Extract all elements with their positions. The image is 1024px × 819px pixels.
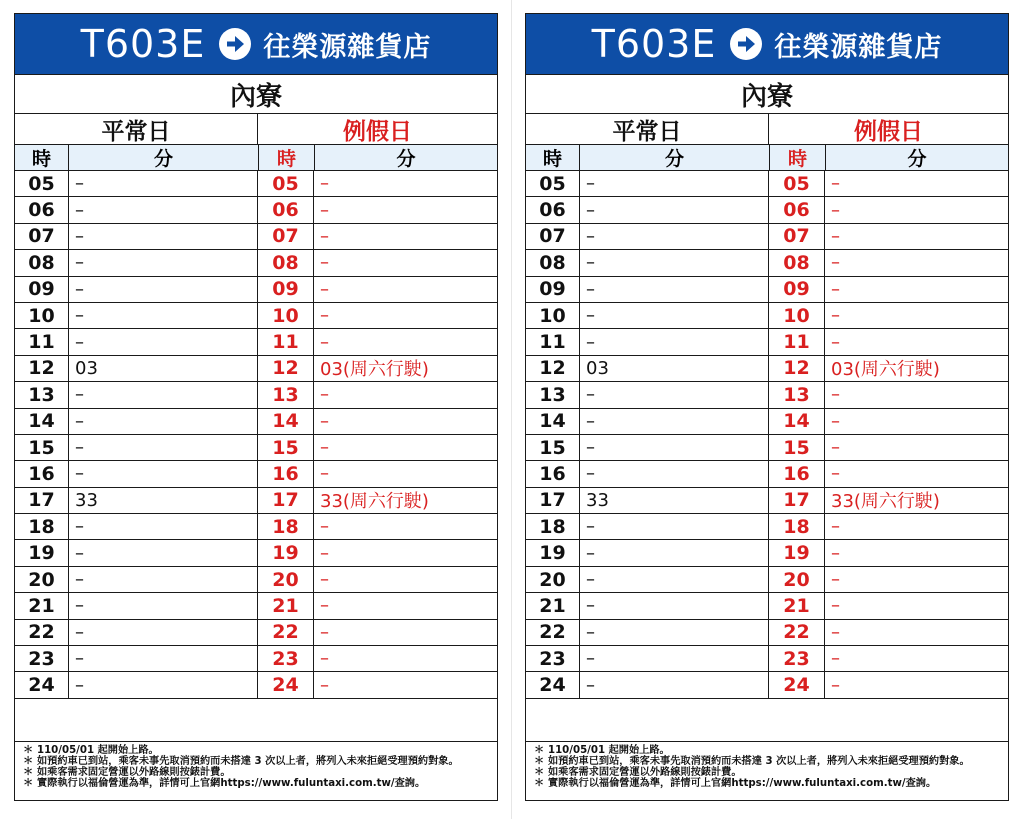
holiday-hour: 23 — [258, 646, 314, 671]
weekday-hour: 13 — [15, 382, 69, 407]
timetable-row — [526, 540, 1008, 566]
weekday-hour: 13 — [526, 382, 580, 407]
weekday-minutes: – — [580, 277, 769, 302]
holiday-minutes: – — [831, 437, 840, 459]
weekday-hour: 24 — [15, 672, 69, 697]
timetable-rows — [15, 171, 497, 699]
weekday-hour: 16 — [15, 461, 69, 486]
page-divider — [511, 0, 512, 819]
timetable-row — [15, 250, 497, 276]
notes — [526, 742, 1008, 790]
timetable-row — [15, 672, 497, 698]
timetable-row — [526, 277, 1008, 303]
holiday-minutes: – — [320, 410, 329, 432]
note-item — [534, 756, 1000, 767]
timetable-row — [526, 303, 1008, 329]
holiday-minutes: – — [831, 542, 840, 564]
weekday-hour: 12 — [526, 356, 580, 381]
weekday-hour: 12 — [15, 356, 69, 381]
timetable-row — [526, 356, 1008, 382]
weekday-minutes: – — [69, 277, 258, 302]
weekday-minutes: – — [69, 593, 258, 618]
holiday-minutes: 33(周六行駛) — [831, 491, 940, 513]
timetable-row — [15, 435, 497, 461]
weekday-hour: 06 — [526, 197, 580, 222]
holiday-hour: 08 — [258, 250, 314, 275]
weekday-minutes: – — [69, 224, 258, 249]
holiday-hour: 15 — [258, 435, 314, 460]
holiday-minutes: – — [831, 569, 840, 591]
weekday-minutes: – — [580, 224, 769, 249]
weekday-hour: 10 — [526, 303, 580, 328]
weekday-hour: 18 — [15, 514, 69, 539]
timetable-row — [15, 277, 497, 303]
holiday-hour: 22 — [769, 620, 825, 645]
weekday-hour: 22 — [15, 620, 69, 645]
note-text: 如乘客需求固定營運以外路線則按錶計費。 — [548, 767, 742, 779]
holiday-minutes: 33(周六行駛) — [320, 491, 429, 513]
weekday-hour: 16 — [526, 461, 580, 486]
weekday-minutes: – — [69, 197, 258, 222]
holiday-minutes: – — [320, 595, 329, 617]
note-marker: ＊ — [23, 744, 34, 756]
route-number: T603E — [80, 22, 206, 66]
holiday-hour: 11 — [258, 329, 314, 354]
timetable-row — [526, 409, 1008, 435]
timetable-row — [526, 171, 1008, 197]
weekday-minutes: – — [580, 435, 769, 460]
timetable-row — [15, 620, 497, 646]
holiday-minutes: – — [320, 621, 329, 643]
holiday-hour: 17 — [769, 488, 825, 513]
note-marker: ＊ — [534, 756, 545, 768]
weekday-hour: 22 — [526, 620, 580, 645]
note-text: 如乘客需求固定營運以外路線則按錶計費。 — [37, 767, 231, 779]
arrow-right-circle-icon — [219, 28, 251, 60]
note-text: 110/05/01 起開始上路。 — [37, 744, 159, 756]
holiday-hour-header: 時 — [770, 145, 826, 170]
holiday-label: 例假日 — [343, 118, 412, 145]
column-header — [15, 145, 497, 171]
weekday-hour: 07 — [15, 224, 69, 249]
timetable-row — [526, 197, 1008, 223]
note-item — [534, 767, 1000, 778]
weekday-minutes: 33 — [580, 488, 769, 513]
weekday-minutes: – — [69, 514, 258, 539]
weekday-minute-header: 分 — [580, 145, 770, 170]
timetable-row — [15, 540, 497, 566]
holiday-hour: 19 — [258, 540, 314, 565]
weekday-hour: 09 — [15, 277, 69, 302]
holiday-hour: 15 — [769, 435, 825, 460]
weekday-minutes: – — [69, 250, 258, 275]
weekday-minutes: – — [580, 567, 769, 592]
holiday-hour: 10 — [769, 303, 825, 328]
timetable-row — [526, 224, 1008, 250]
holiday-minutes: – — [831, 595, 840, 617]
holiday-hour: 07 — [769, 224, 825, 249]
holiday-hour-header: 時 — [259, 145, 315, 170]
day-type-header — [526, 114, 1008, 145]
note-text: 110/05/01 起開始上路。 — [548, 744, 670, 756]
holiday-hour: 05 — [258, 171, 314, 196]
holiday-minute-header: 分 — [396, 148, 416, 170]
holiday-minutes: – — [831, 278, 840, 300]
timetable-row — [15, 567, 497, 593]
timetable-row — [15, 303, 497, 329]
note-item — [23, 745, 489, 756]
timetable-row — [526, 672, 1008, 698]
holiday-minutes: – — [831, 225, 840, 247]
holiday-minutes: – — [831, 648, 840, 670]
weekday-minutes: – — [580, 409, 769, 434]
holiday-minutes: – — [831, 252, 840, 274]
weekday-minute-header: 分 — [69, 145, 259, 170]
timetable-card-right — [525, 13, 1009, 801]
holiday-minutes: – — [831, 516, 840, 538]
timetable-row — [526, 329, 1008, 355]
route-header — [526, 14, 1008, 75]
weekday-hour: 17 — [15, 488, 69, 513]
weekday-hour: 09 — [526, 277, 580, 302]
note-marker: ＊ — [534, 744, 545, 756]
holiday-hour: 24 — [769, 672, 825, 697]
timetable-row — [526, 620, 1008, 646]
holiday-minutes: – — [320, 252, 329, 274]
holiday-minutes: – — [831, 410, 840, 432]
weekday-hour: 11 — [15, 329, 69, 354]
holiday-minutes: – — [320, 674, 329, 696]
weekday-hour: 20 — [15, 567, 69, 592]
holiday-hour: 13 — [769, 382, 825, 407]
holiday-hour: 18 — [769, 514, 825, 539]
weekday-minutes: – — [580, 250, 769, 275]
weekday-hour: 23 — [15, 646, 69, 671]
note-item — [534, 745, 1000, 756]
note-text: 如預約車已到站，乘客未事先取消預約而未搭達 3 次以上者，將列入未來拒絕受理預約對象。 — [37, 756, 459, 768]
weekday-hour: 07 — [526, 224, 580, 249]
weekday-hour: 05 — [15, 171, 69, 196]
weekday-hour: 08 — [526, 250, 580, 275]
holiday-minutes: – — [831, 384, 840, 406]
holiday-hour: 12 — [769, 356, 825, 381]
weekday-hour: 23 — [526, 646, 580, 671]
holiday-hour: 20 — [769, 567, 825, 592]
holiday-label: 例假日 — [854, 118, 923, 145]
holiday-hour: 21 — [769, 593, 825, 618]
weekday-label: 平常日 — [526, 114, 769, 144]
note-marker: ＊ — [23, 756, 34, 768]
holiday-hour: 06 — [258, 197, 314, 222]
weekday-minutes: – — [69, 409, 258, 434]
route-header — [15, 14, 497, 75]
arrow-right-circle-icon — [730, 28, 762, 60]
holiday-hour: 14 — [258, 409, 314, 434]
holiday-minutes: – — [320, 463, 329, 485]
timetable-row — [15, 461, 497, 487]
holiday-hour: 14 — [769, 409, 825, 434]
holiday-hour: 12 — [258, 356, 314, 381]
weekday-hour: 14 — [526, 409, 580, 434]
weekday-label: 平常日 — [15, 114, 258, 144]
weekday-hour: 15 — [526, 435, 580, 460]
weekday-minutes: – — [580, 646, 769, 671]
timetable-row — [15, 593, 497, 619]
timetable-card-left — [14, 13, 498, 801]
timetable-row — [526, 382, 1008, 408]
weekday-minutes: – — [580, 171, 769, 196]
holiday-minutes: – — [320, 384, 329, 406]
holiday-hour: 06 — [769, 197, 825, 222]
note-item — [23, 756, 489, 767]
weekday-minutes: – — [580, 329, 769, 354]
holiday-minutes: – — [320, 542, 329, 564]
weekday-minutes: – — [69, 646, 258, 671]
column-header — [526, 145, 1008, 171]
weekday-minutes: – — [580, 620, 769, 645]
weekday-hour: 15 — [15, 435, 69, 460]
weekday-minutes: – — [69, 461, 258, 486]
weekday-minutes: – — [69, 540, 258, 565]
holiday-hour: 07 — [258, 224, 314, 249]
weekday-hour: 21 — [15, 593, 69, 618]
timetable-rows — [526, 171, 1008, 699]
weekday-hour: 21 — [526, 593, 580, 618]
timetable-row — [15, 382, 497, 408]
holiday-hour: 05 — [769, 171, 825, 196]
weekday-minutes: – — [69, 303, 258, 328]
holiday-minutes: – — [320, 225, 329, 247]
weekday-hour: 11 — [526, 329, 580, 354]
holiday-minutes: – — [320, 516, 329, 538]
holiday-minutes: – — [320, 569, 329, 591]
note-item — [23, 778, 489, 789]
blank-row — [526, 699, 1008, 742]
stop-name: 內寮 — [526, 75, 1008, 114]
timetable-row — [15, 409, 497, 435]
timetable-row — [526, 593, 1008, 619]
holiday-minutes: 03(周六行駛) — [831, 359, 940, 381]
holiday-minutes: – — [831, 331, 840, 353]
timetable-row — [526, 567, 1008, 593]
weekday-hour-header: 時 — [15, 145, 69, 170]
weekday-minutes: – — [580, 382, 769, 407]
weekday-minutes: – — [580, 593, 769, 618]
holiday-minutes: – — [320, 648, 329, 670]
holiday-minutes: – — [831, 463, 840, 485]
stop-name: 內寮 — [15, 75, 497, 114]
holiday-hour: 17 — [258, 488, 314, 513]
holiday-minutes: – — [831, 621, 840, 643]
weekday-minutes: – — [580, 197, 769, 222]
weekday-minutes: – — [69, 329, 258, 354]
weekday-hour: 08 — [15, 250, 69, 275]
weekday-minutes: – — [69, 435, 258, 460]
timetable-row — [526, 435, 1008, 461]
timetable-row — [15, 646, 497, 672]
note-text: 實際執行以福倫營運為準，詳情可上官網https://www.fuluntaxi.com.tw/查詢。 — [548, 778, 937, 790]
timetable-row — [526, 250, 1008, 276]
holiday-minutes: – — [320, 305, 329, 327]
timetable-row — [15, 488, 497, 514]
route-destination: 往榮源雜貨店 — [263, 31, 432, 63]
weekday-hour: 20 — [526, 567, 580, 592]
weekday-hour: 24 — [526, 672, 580, 697]
timetable-row — [15, 356, 497, 382]
holiday-hour: 24 — [258, 672, 314, 697]
blank-row — [15, 699, 497, 742]
holiday-minutes: – — [831, 674, 840, 696]
weekday-hour: 05 — [526, 171, 580, 196]
weekday-minutes: – — [580, 514, 769, 539]
weekday-minutes: – — [69, 382, 258, 407]
weekday-minutes: – — [580, 303, 769, 328]
weekday-hour: 06 — [15, 197, 69, 222]
weekday-minutes: – — [69, 620, 258, 645]
holiday-hour: 19 — [769, 540, 825, 565]
timetable-row — [15, 514, 497, 540]
weekday-hour: 19 — [526, 540, 580, 565]
holiday-minutes: – — [320, 437, 329, 459]
holiday-hour: 10 — [258, 303, 314, 328]
timetable-row — [526, 514, 1008, 540]
holiday-hour: 23 — [769, 646, 825, 671]
holiday-minutes: – — [831, 199, 840, 221]
holiday-hour: 22 — [258, 620, 314, 645]
weekday-minutes: – — [580, 461, 769, 486]
weekday-minutes: – — [580, 672, 769, 697]
timetable-row — [526, 646, 1008, 672]
note-marker: ＊ — [23, 767, 34, 779]
weekday-hour: 10 — [15, 303, 69, 328]
note-item — [23, 767, 489, 778]
weekday-hour: 19 — [15, 540, 69, 565]
route-destination: 往榮源雜貨店 — [774, 31, 943, 63]
holiday-minutes: – — [320, 278, 329, 300]
holiday-hour: 13 — [258, 382, 314, 407]
timetable-row — [526, 488, 1008, 514]
note-text: 如預約車已到站，乘客未事先取消預約而未搭達 3 次以上者，將列入未來拒絕受理預約對象。 — [548, 756, 970, 768]
weekday-hour: 17 — [526, 488, 580, 513]
weekday-minutes: – — [69, 672, 258, 697]
weekday-hour: 14 — [15, 409, 69, 434]
day-type-header — [15, 114, 497, 145]
weekday-minutes: – — [69, 171, 258, 196]
weekday-hour-header: 時 — [526, 145, 580, 170]
holiday-minutes: – — [831, 173, 840, 195]
route-number: T603E — [591, 22, 717, 66]
note-item — [534, 778, 1000, 789]
weekday-hour: 18 — [526, 514, 580, 539]
holiday-hour: 16 — [769, 461, 825, 486]
holiday-minutes: – — [320, 173, 329, 195]
holiday-minute-header: 分 — [907, 148, 927, 170]
holiday-hour: 16 — [258, 461, 314, 486]
weekday-minutes: – — [69, 567, 258, 592]
timetable-row — [526, 461, 1008, 487]
notes — [15, 742, 497, 790]
holiday-minutes: – — [831, 305, 840, 327]
timetable-row — [15, 224, 497, 250]
weekday-minutes: 03 — [69, 356, 258, 381]
note-marker: ＊ — [23, 778, 34, 790]
timetable-row — [15, 329, 497, 355]
holiday-minutes: – — [320, 331, 329, 353]
weekday-minutes: 33 — [69, 488, 258, 513]
note-text: 實際執行以福倫營運為準，詳情可上官網https://www.fuluntaxi.com.tw/查詢。 — [37, 778, 426, 790]
holiday-hour: 09 — [769, 277, 825, 302]
timetable-row — [15, 171, 497, 197]
note-marker: ＊ — [534, 778, 545, 790]
weekday-minutes: 03 — [580, 356, 769, 381]
holiday-hour: 08 — [769, 250, 825, 275]
holiday-hour: 09 — [258, 277, 314, 302]
holiday-minutes: 03(周六行駛) — [320, 359, 429, 381]
holiday-minutes: – — [320, 199, 329, 221]
holiday-hour: 21 — [258, 593, 314, 618]
holiday-hour: 20 — [258, 567, 314, 592]
weekday-minutes: – — [580, 540, 769, 565]
note-marker: ＊ — [534, 767, 545, 779]
timetable-row — [15, 197, 497, 223]
holiday-hour: 18 — [258, 514, 314, 539]
holiday-hour: 11 — [769, 329, 825, 354]
